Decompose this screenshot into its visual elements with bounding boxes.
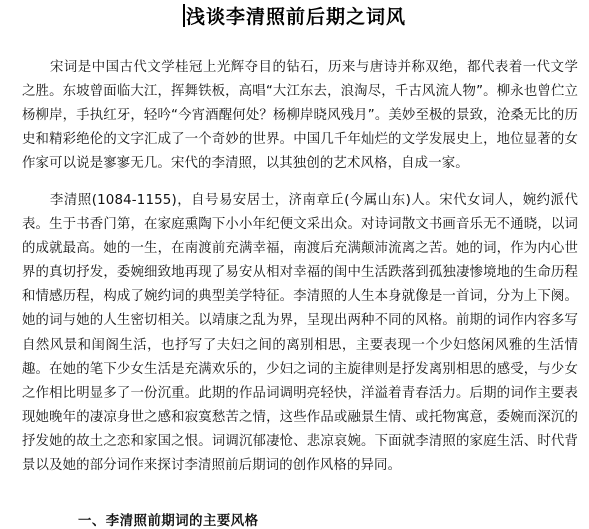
text-cursor [183,4,185,27]
document-title[interactable]: 浅谈李清照前后期之词风 [185,6,406,28]
paragraph-intro[interactable]: 宋词是中国古代文学桂冠上光辉夺目的钻石，历来与唐诗并称双绝，都代表着一代文学之胜。东坡曾面临大江，挥舞铁板，高唱“大江东去，浪淘尽，千古风流人物”。柳永也曾伫立杨柳岸，手执红牙，轻吟“今宵酒醒何处？杨柳岸晓风残月”。美妙至极的景致，沧桑无比的历史和精彩绝伦的文字汇成了一个奇妙的世界。中国几千年灿烂的文学发展史上，地位显著的女作家可以说是寥寥无几。宋代的李清照，以其独创的艺术风格，自成一家。 [22,60,578,172]
section-heading-partial[interactable]: 一、李清照前期词的主要风格 [78,514,259,529]
paragraph-biography[interactable]: 李清照(1084-1155)，自号易安居士，济南章丘(今属山东)人。宋代女词人，婉约派代表。生于书香门第，在家庭熏陶下小小年纪便文采出众。对诗词散文书画音乐无不通晓，以词的成就最高。她的一生，在南渡前充满幸福，南渡后充满颠沛流离之苦。她的词，作为内心世界的真切抒发，委婉细致地再现了易安从相对幸福的闺中生活跌落到孤独凄惨境地的生命历程和情感历程，构成了婉约词的典型美学特征。李清照的人生本身就像是一首词，分为上下阕。她的词与她的人生密切相关。以靖康之乱为界，呈现出两种不同的风格。前期的词作内容多写自然风景和闺阁生活，也抒写了夫妇之间的离别相思，主要表现一个少妇悠闲风雅的生活情趣。在她的笔下少女生活是充满欢乐的，少妇之词的主旋律则是抒发离别相思的感受，与少女之作相比明显多了一份沉重。此期的作品词调明亮轻快，洋溢着青春活力。后期的词作主要表现她晚年的凄凉身世之感和寂寞愁苦之情，这些作品或融景生情、或托物寓意，委婉而深沉的抒发她的故土之恋和家国之恨。词调沉郁凄怆、悲凉哀婉。下面就李清照的家庭生活、时代背景以及她的部分词作来探讨李清照前后期词的创作风格的异同。 [22,193,578,474]
title-row [0,2,589,32]
